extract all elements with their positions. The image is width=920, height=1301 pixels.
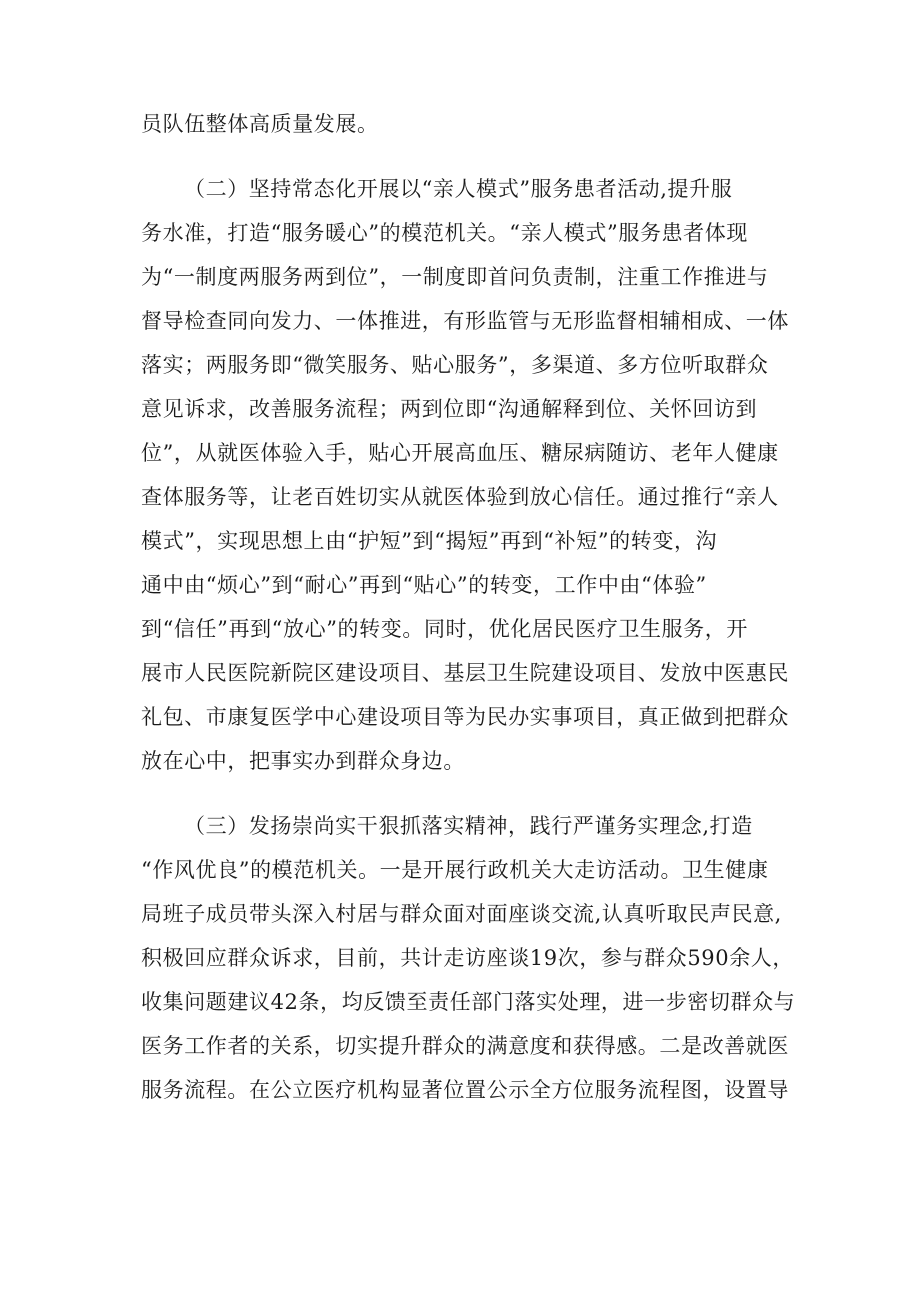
text-line: 收集问题建议42条，均反馈至责任部门落实处理，进一步密切群众与 bbox=[141, 990, 796, 1014]
text-line: 落实；两服务即“微笑服务、贴心服务”，多渠道、多方位听取群众 bbox=[141, 353, 769, 377]
text-line: 服务流程。在公立医疗机构显著位置公示全方位服务流程图，设置导 bbox=[141, 1078, 789, 1102]
text-line: 为“一制度两服务两到位”，一制度即首问负责制，注重工作推进与 bbox=[141, 265, 769, 289]
text-line: 到“信任”再到“放心”的转变。同时，优化居民医疗卫生服务，开 bbox=[141, 617, 748, 641]
text-line: 督导检查同向发力、一体推进，有形监管与无形监督相辅相成、一体 bbox=[141, 309, 789, 333]
text-line: 模式”，实现思想上由“护短”到“揭短”再到“补短”的转变，沟 bbox=[141, 529, 718, 553]
text-line: 查体服务等，让老百姓切实从就医体验到放心信任。通过推行“亲人 bbox=[141, 485, 779, 509]
text-line: 员队伍整体高质量发展。 bbox=[141, 112, 379, 136]
text-line: 礼包、市康复医学中心建设项目等为民办实事项目，真正做到把群众 bbox=[141, 705, 789, 729]
text-line: 局班子成员带头深入村居与群众面对面座谈交流,认真听取民声民意, bbox=[141, 902, 782, 926]
text-line: 展市人民医院新院区建设项目、基层卫生院建设项目、发放中医惠民 bbox=[141, 661, 789, 685]
section-3-heading-line: （三）发扬崇尚实干狠抓落实精神，践行严谨务实理念,打造 bbox=[184, 814, 753, 838]
text-line: 务水准，打造“服务暖心”的模范机关。“亲人模式”服务患者体现 bbox=[141, 221, 748, 245]
text-line: 通中由“烦心”到“耐心”再到“贴心”的转变，工作中由“体验” bbox=[141, 573, 707, 597]
text-line: 医务工作者的关系，切实提升群众的满意度和获得感。二是改善就医 bbox=[141, 1034, 789, 1058]
text-line: 放在心中，把事实办到群众身边。 bbox=[141, 749, 465, 773]
text-line: “作风优良”的模范机关。一是开展行政机关大走访活动。卫生健康 bbox=[141, 858, 769, 882]
section-2-heading-line: （二）坚持常态化开展以“亲人模式”服务患者活动,提升服 bbox=[184, 177, 733, 201]
text-line: 意见诉求，改善服务流程；两到位即“沟通解释到位、关怀回访到 bbox=[141, 397, 758, 421]
text-line: 位”，从就医体验入手，贴心开展高血压、糖尿病随访、老年人健康 bbox=[141, 441, 779, 465]
text-line: 积极回应群众诉求，目前，共计走访座谈19次，参与群众590余人， bbox=[141, 946, 795, 970]
